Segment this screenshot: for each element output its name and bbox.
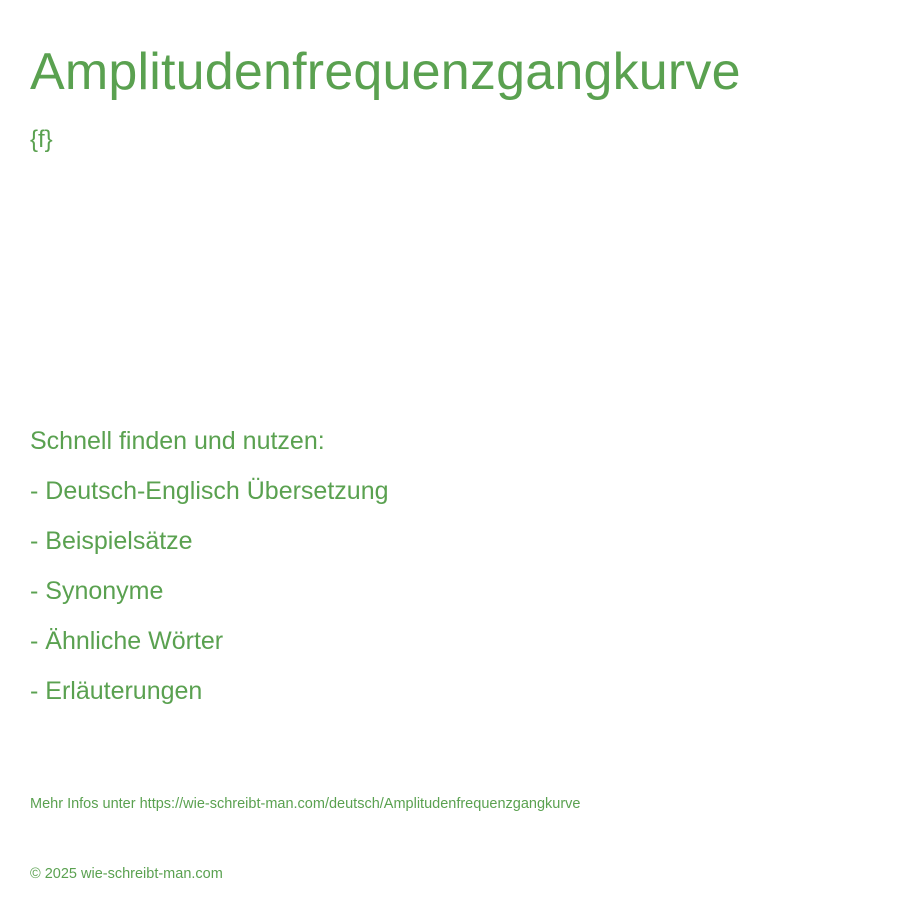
feature-list-heading: Schnell finden und nutzen: bbox=[30, 427, 325, 455]
more-info-text: Mehr Infos unter https://wie-schreibt-man.com/deutsch/Amplitudenfrequenzgangkurve bbox=[30, 796, 581, 812]
feature-item-explanations: - Erläuterungen bbox=[30, 677, 203, 705]
feature-list-section bbox=[30, 424, 389, 724]
feature-item-translation: - Deutsch-Englisch Übersetzung bbox=[30, 477, 389, 505]
copyright-notice: © 2025 wie-schreibt-man.com bbox=[30, 866, 223, 882]
feature-item-example-sentences: - Beispielsätze bbox=[30, 527, 193, 555]
page-title: Amplitudenfrequenzgangkurve bbox=[30, 43, 741, 101]
feature-list bbox=[30, 474, 389, 724]
feature-item-synonyms: - Synonyme bbox=[30, 577, 164, 605]
feature-item-similar-words: - Ähnliche Wörter bbox=[30, 627, 224, 655]
gender-label: {f} bbox=[30, 126, 53, 153]
